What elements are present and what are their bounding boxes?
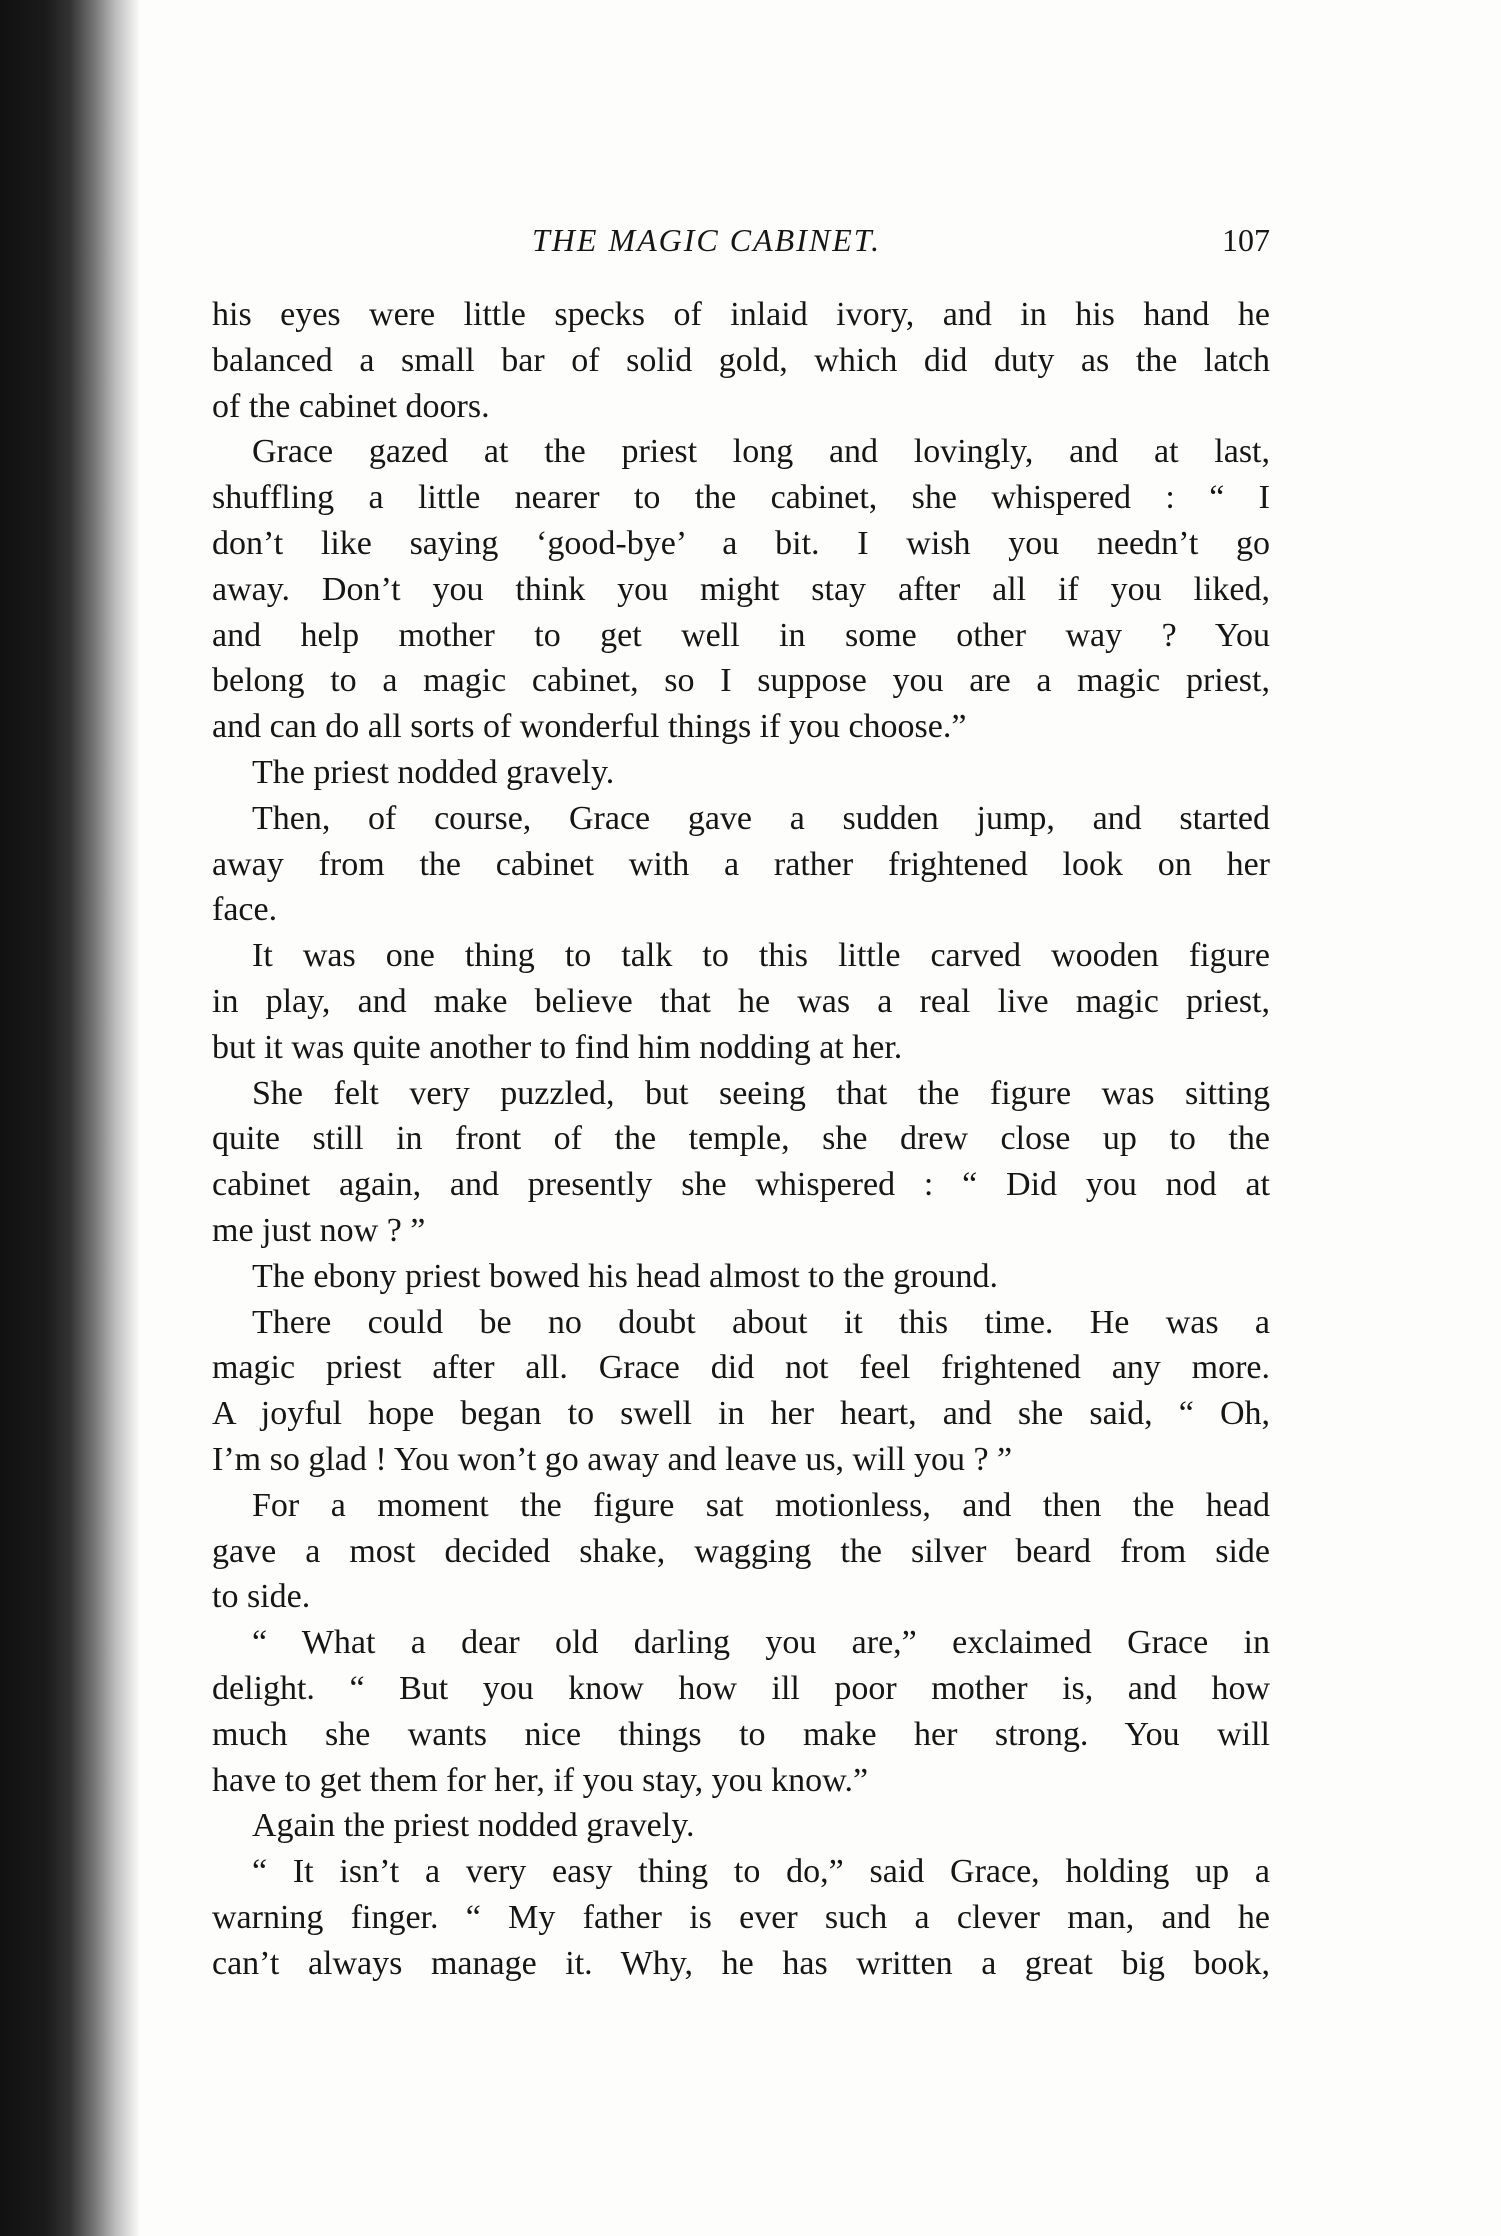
page-header (212, 222, 1270, 266)
text-line: don’t like saying ‘good-bye’ a bit. I wish you needn’t go (212, 524, 1270, 562)
text-line: quite still in front of the temple, she drew close up to the (212, 1120, 1270, 1158)
book-binding-shadow (0, 0, 140, 2236)
text-line: Again the priest nodded gravely. (252, 1807, 695, 1845)
text-line: much she wants nice things to make her strong. You will (212, 1715, 1270, 1753)
text-line: The priest nodded gravely. (252, 753, 615, 791)
text-line: magic priest after all. Grace did not feel frightened any more. (212, 1349, 1270, 1387)
text-line: away. Don’t you think you might stay after all if you liked, (212, 570, 1270, 608)
text-line: cabinet again, and presently she whispered : “ Did you nod at (212, 1166, 1270, 1204)
text-line: The ebony priest bowed his head almost to the ground. (252, 1257, 998, 1295)
text-line: face. (212, 891, 278, 929)
text-line: She felt very puzzled, but seeing that the figure was sitting (252, 1074, 1270, 1112)
text-line: me just now ? ” (212, 1211, 426, 1249)
text-line: in play, and make believe that he was a real live magic priest, (212, 982, 1270, 1020)
text-line: and help mother to get well in some other way ? You (212, 616, 1270, 654)
text-line: his eyes were little specks of inlaid ivory, and in his hand he (212, 296, 1270, 333)
text-line: but it was quite another to find him nodding at her. (212, 1028, 903, 1066)
text-line: and can do all sorts of wonderful things if you choose.” (212, 708, 967, 746)
text-line: Then, of course, Grace gave a sudden jump, and started (252, 799, 1270, 837)
text-line: to side. (212, 1578, 311, 1616)
text-line: have to get them for her, if you stay, you know.” (212, 1761, 869, 1799)
text-line: balanced a small bar of solid gold, which did duty as the latch (212, 341, 1270, 379)
text-line: can’t always manage it. Why, he has written a great big book, (212, 1944, 1270, 1982)
text-line: Grace gazed at the priest long and lovingly, and at last, (252, 433, 1270, 471)
text-line: There could be no doubt about it this time. He was a (252, 1303, 1270, 1341)
running-title: THE MAGIC CABINET. (532, 222, 882, 258)
text-line: belong to a magic cabinet, so I suppose you are a magic priest, (212, 662, 1270, 700)
text-line: I’m so glad ! You won’t go away and leave us, will you ? ” (212, 1440, 1013, 1478)
text-line: “ It isn’t a very easy thing to do,” said Grace, holding up a (252, 1853, 1270, 1891)
text-line: away from the cabinet with a rather frightened look on her (212, 845, 1270, 883)
text-line: of the cabinet doors. (212, 387, 490, 425)
text-line: warning finger. “ My father is ever such a clever man, and he (212, 1898, 1270, 1936)
text-line: delight. “ But you know how ill poor mother is, and how (212, 1669, 1270, 1707)
text-line: For a moment the figure sat motionless, and then the head (252, 1486, 1270, 1524)
text-line: shuffling a little nearer to the cabinet, she whispered : “ I (212, 479, 1270, 517)
text-line: It was one thing to talk to this little carved wooden figure (252, 937, 1270, 975)
text-line: gave a most decided shake, wagging the silver beard from side (212, 1532, 1270, 1570)
page-number: 107 (1222, 222, 1270, 258)
text-line: A joyful hope began to swell in her heart, and she said, “ Oh, (212, 1395, 1270, 1433)
text-line: “ What a dear old darling you are,” exclaimed Grace in (252, 1624, 1270, 1662)
body-text (212, 292, 1270, 1986)
